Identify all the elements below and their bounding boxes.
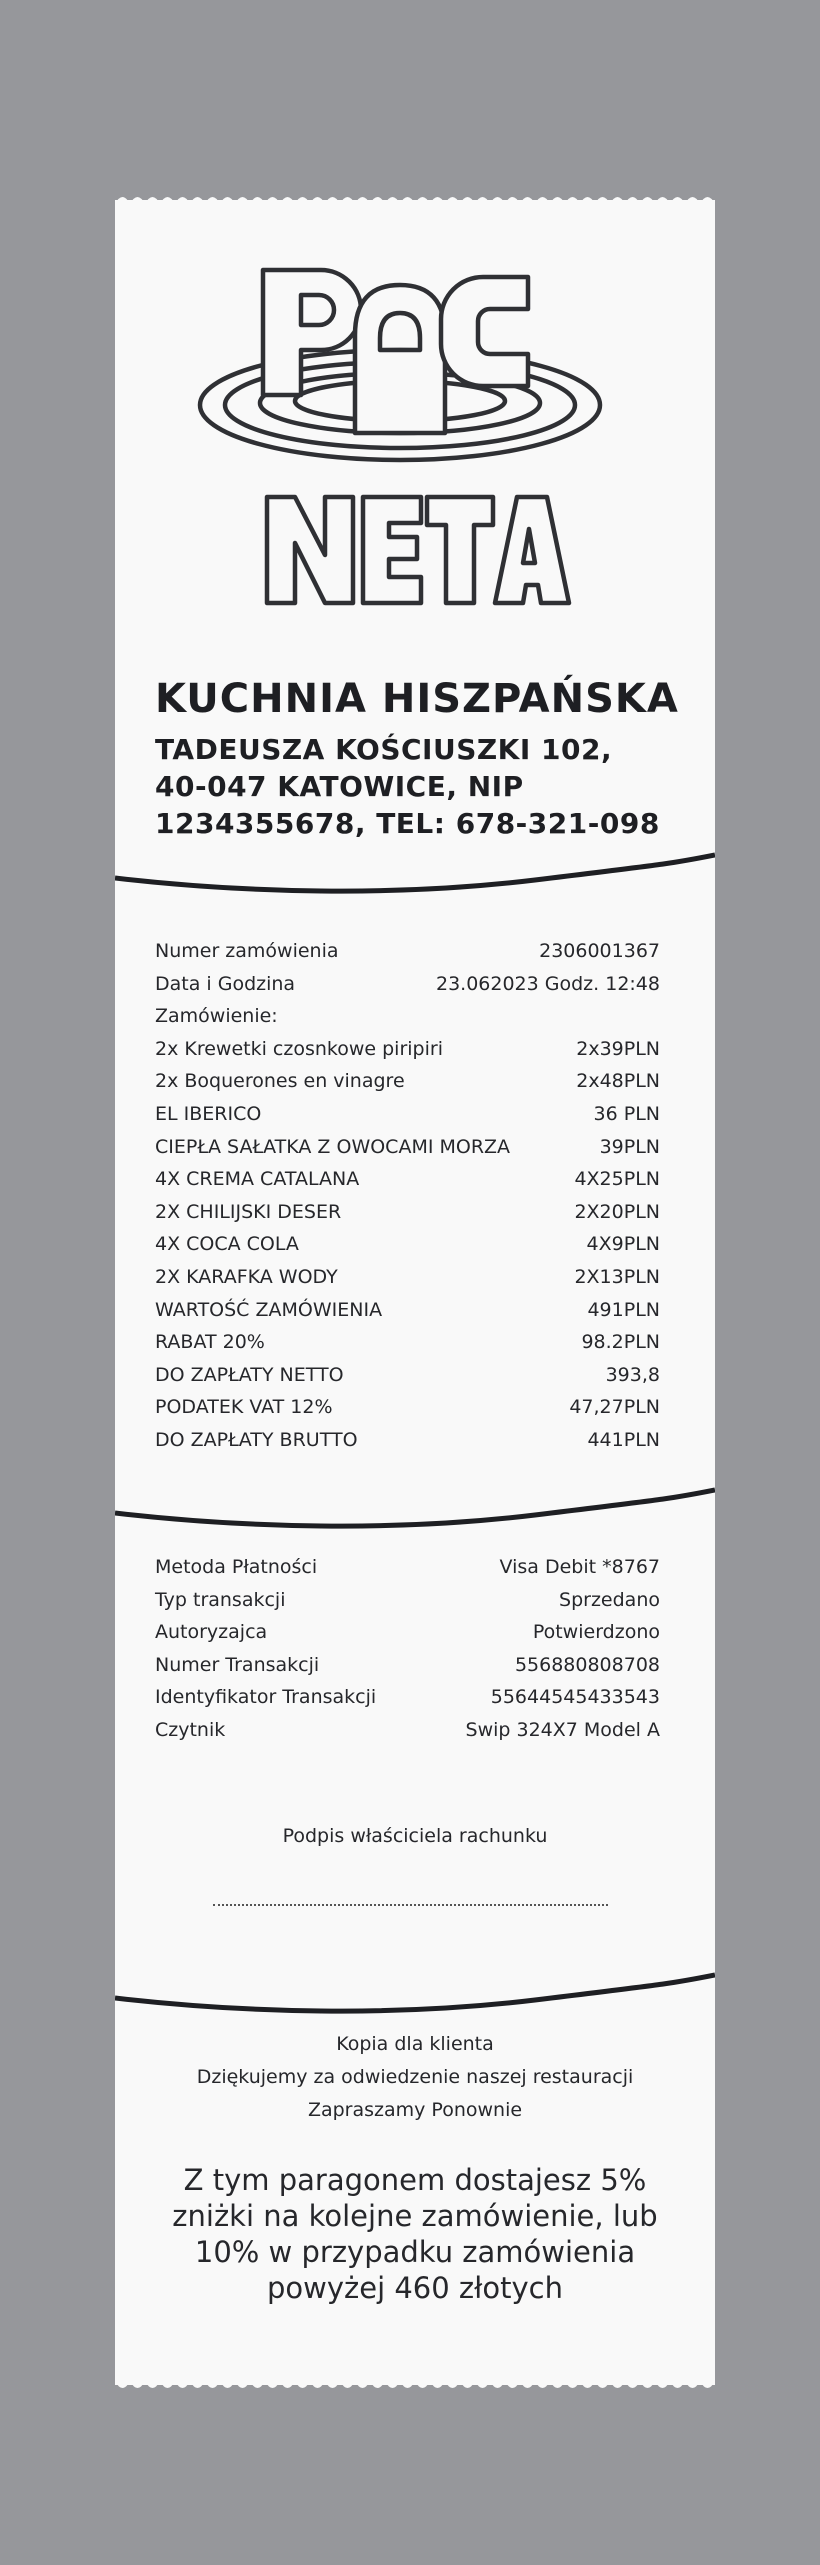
order-list	[155, 935, 660, 1457]
order-row	[155, 1098, 660, 1131]
address-line-2: 40-047 KATOWICE, NIP	[155, 770, 524, 803]
order-row	[155, 1000, 660, 1033]
order-value: 2x39PLN	[576, 1037, 660, 1060]
order-row	[155, 968, 660, 1001]
order-value: 36 PLN	[593, 1102, 660, 1125]
order-label: 4X CREMA CATALANA	[155, 1168, 360, 1191]
order-value: 4X25PLN	[574, 1168, 660, 1191]
order-value: 2306001367	[539, 940, 660, 962]
promo-line-2: zniżki na kolejne zamówienie, lub	[172, 2199, 658, 2233]
order-row	[155, 1033, 660, 1066]
divider-wave-1	[115, 845, 715, 905]
order-label: Numer zamówienia	[155, 940, 339, 962]
order-row	[155, 1131, 660, 1164]
payment-row	[155, 1551, 660, 1584]
order-row	[155, 1326, 660, 1359]
address-line-3: 1234355678, TEL: 678-321-098	[155, 807, 660, 840]
payment-value: Sprzedano	[559, 1588, 660, 1611]
order-label: EL IBERICO	[155, 1102, 262, 1125]
payment-label: Autoryzajca	[155, 1621, 268, 1644]
order-value: 2X20PLN	[574, 1200, 660, 1223]
order-label: Data i Godzina	[155, 972, 296, 995]
order-value: 39PLN	[599, 1135, 660, 1158]
divider-wave-2	[115, 1480, 715, 1540]
payment-value: Visa Debit *8767	[499, 1556, 660, 1578]
order-label: DO ZAPŁATY BRUTTO	[155, 1428, 358, 1451]
order-label: RABAT 20%	[155, 1331, 265, 1354]
receipt-footer	[115, 2028, 715, 2127]
order-row	[155, 935, 660, 968]
payment-list	[155, 1551, 660, 1747]
order-value: 4X9PLN	[586, 1233, 660, 1256]
order-value: 2x48PLN	[576, 1070, 660, 1093]
payment-value: Potwierdzono	[532, 1621, 660, 1644]
promo-line-4: powyżej 460 złotych	[266, 2271, 563, 2305]
order-row	[155, 1391, 660, 1424]
payment-row	[155, 1616, 660, 1649]
order-label: 2X CHILIJSKI DESER	[155, 1200, 342, 1223]
order-row	[155, 1294, 660, 1327]
divider-wave-3	[115, 1965, 715, 2025]
order-row	[155, 1261, 660, 1294]
order-row	[155, 1196, 660, 1229]
payment-label: Czytnik	[155, 1718, 226, 1741]
order-row	[155, 1163, 660, 1196]
order-label: 4X COCA COLA	[155, 1233, 299, 1256]
payment-value: 55644545433543	[490, 1686, 660, 1709]
order-label: 2X KARAFKA WODY	[155, 1265, 338, 1288]
order-value: 47,27PLN	[569, 1396, 660, 1419]
order-value: 491PLN	[587, 1298, 660, 1321]
order-label: 2x Krewetki czosnkowe piripiri	[155, 1037, 443, 1060]
order-value: 23.062023 Godz. 12:48	[435, 972, 660, 995]
payment-label: Identyfikator Transakcji	[155, 1686, 377, 1709]
order-row	[155, 1359, 660, 1392]
signature-line	[213, 1904, 608, 1906]
order-row	[155, 1065, 660, 1098]
order-row	[155, 1424, 660, 1457]
restaurant-title: KUCHNIA HISZPAŃSKA	[155, 676, 679, 722]
payment-row	[155, 1681, 660, 1714]
payment-label: Numer Transakcji	[155, 1653, 320, 1676]
footer-copy-note: Kopia dla klienta	[336, 2033, 494, 2055]
promo-text	[115, 2162, 715, 2306]
footer-thanks: Dziękujemy za odwiedzenie naszej restauracji	[196, 2066, 634, 2088]
order-label: CIEPŁA SAŁATKA Z OWOCAMI MORZA	[155, 1135, 511, 1158]
signature-label: Podpis właściciela rachunku	[282, 1825, 548, 1847]
payment-row	[155, 1584, 660, 1617]
address-line-1: TADEUSZA KOŚCIUSZKI 102,	[155, 733, 613, 766]
order-label: 2x Boquerones en vinagre	[155, 1070, 405, 1093]
order-value: 393,8	[605, 1363, 660, 1386]
payment-row	[155, 1649, 660, 1682]
payment-row	[155, 1714, 660, 1747]
payment-value: 556880808708	[514, 1653, 660, 1676]
order-label: Zamówienie:	[155, 1005, 278, 1028]
pacheta-logo	[195, 255, 605, 615]
order-row	[155, 1228, 660, 1261]
order-value: 441PLN	[587, 1428, 660, 1451]
order-label: PODATEK VAT 12%	[155, 1396, 333, 1419]
order-value: 98.2PLN	[581, 1331, 660, 1354]
receipt-header	[155, 675, 695, 842]
payment-label: Metoda Płatności	[155, 1556, 318, 1578]
promo-line-1: Z tym paragonem dostajesz 5%	[183, 2163, 647, 2197]
order-label: DO ZAPŁATY NETTO	[155, 1363, 344, 1386]
order-value: 2X13PLN	[574, 1265, 660, 1288]
receipt-bottom-edge	[115, 2381, 715, 2395]
payment-value: Swip 324X7 Model A	[465, 1718, 660, 1741]
promo-line-3: 10% w przypadku zamówienia	[194, 2235, 636, 2269]
footer-invite: Zapraszamy Ponownie	[307, 2099, 523, 2121]
payment-label: Typ transakcji	[155, 1588, 286, 1611]
order-label: WARTOŚĆ ZAMÓWIENIA	[155, 1298, 383, 1321]
